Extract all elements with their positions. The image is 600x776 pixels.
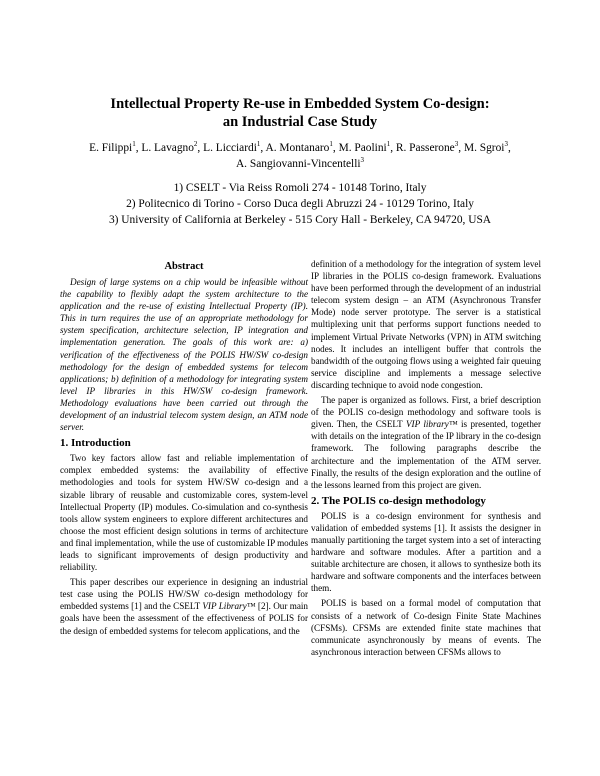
right-column	[311, 258, 541, 661]
author: M. Sgroi$^3$,	[463, 140, 511, 154]
affiliation-2: 2) Politecnico di Torino - Corso Duca degli Abruzzi 24 - 10129 Torino, Italy	[126, 198, 474, 210]
author: E. Filippi$^1$,	[89, 140, 142, 154]
polis-paragraph-2: POLIS is based on a formal model of computation that consists of a network of Co-design Finite State Machines (CFSMs). CFSMs are extended finite state machines that communicate asynchronously by means of events. The asynchronous interaction between CFSMs allows to	[311, 598, 541, 657]
author: L. Lavagno$^2$,	[141, 140, 204, 154]
intro-paragraph-1: Two key factors allow fast and reliable implementation of complex embedded systems: the availability of effective methodologies and tools for system HW/SW co-design and a sizable library of reusable and customizable cores, system-level Intellectual Property (IP) modules. Co-simulation and co-synthesis tools allow system engineers to explore different architectures and choose the most efficient design solutions in terms of architecture and final implementation, while the use of customizable IP modules leads to significant improvements of design productivity and reliability.	[60, 453, 309, 573]
section-heading-polis: 2. The POLIS co-design methodology	[311, 494, 486, 507]
author: A. Montanaro$^1$,	[265, 140, 339, 154]
title-line-1: Intellectual Property Re-use in Embedded System Co-design:	[110, 96, 490, 112]
polis-paragraph-1: POLIS is a co-design environment for synthesis and validation of embedded systems [1]. It assists the designer in manually partitioning the target system into a set of interacting hardware and software modules. After a partition and a suitable architecture are chosen, it allows to synthesize both its hardware and software components and the interfaces between them.	[311, 510, 541, 594]
abstract-text: Design of large systems on a chip would be infeasible without the capability to flexibly adapt the system architecture to the application and the re-use of existing Intellectual Property (IP). This in turn requires the use of an appropriate methodology for system specification, architecture selection, IP integration and implementation generation. The goals of this work are: a) verification of the effectiveness of the POLIS HW/SW co-design methodology for the design of embedded systems for telecom applications; b) definition of a methodology for integrating system level IP libraries in this HW/SW co-design framework. Methodology evaluations have been carried out through the development of an industrial telecom system design, an ATM node server.	[60, 277, 308, 433]
paper-title	[0, 95, 600, 131]
title-line-2: an Industrial Case Study	[222, 114, 378, 130]
affiliations	[40, 180, 560, 228]
left-column	[60, 258, 308, 640]
author: R. Passerone$^3$,	[395, 140, 464, 154]
author: A. Sangiovanni-Vincentelli$^3$	[235, 156, 365, 170]
affiliation-1: 1) CSELT - Via Reiss Romoli 274 - 10148 Torino, Italy	[173, 182, 427, 194]
intro-paragraph-2: This paper describes our experience in designing an industrial test case using the POLIS HW/SW co-design methodology for embedded systems [1] and the CSELT VIP Library™ [2]. Our main goals have been the assessment of the effectiveness of POLIS for the design of embedded systems for telecom applications, and the	[60, 577, 308, 636]
section-heading-introduction: 1. Introduction	[60, 437, 131, 450]
affiliation-3: 3) University of California at Berkeley - 515 Cory Hall - Berkeley, CA 94720, USA	[108, 214, 492, 226]
author: L. Licciardi$^1$,	[203, 140, 266, 154]
intro-paragraph-3: definition of a methodology for the integration of system level IP libraries in the POLIS co-design framework. Evaluations have been performed through the development of an industrial telecom system design – an ATM (Asynchronous Transfer Mode) node server prototype. The server is a statistical multiplexing unit that performs support functions needed to implement Virtual Private Networks (VPN) in ATM switching nodes. It includes an intelligent buffer that controls the bandwidth of the outgoing flows using a weighted fair queuing service discipline and implements a message selective discarding technique to avoid node congestion.	[311, 259, 541, 390]
author-list	[40, 140, 560, 172]
intro-paragraph-4: The paper is organized as follows. First, a brief description of the POLIS co-design methodology and software tools is given. Then, the CSELT VIP library™ is presented, together with details on the integration of the IP library in the co-design framework. The following paragraphs describe the architecture and the implementation of the ATM server. Finally, the results of the design exploration and the outline of the lessons learned from this project are given.	[311, 395, 541, 490]
author: M. Paolini$^1$,	[338, 140, 396, 154]
abstract-heading: Abstract	[164, 261, 204, 272]
